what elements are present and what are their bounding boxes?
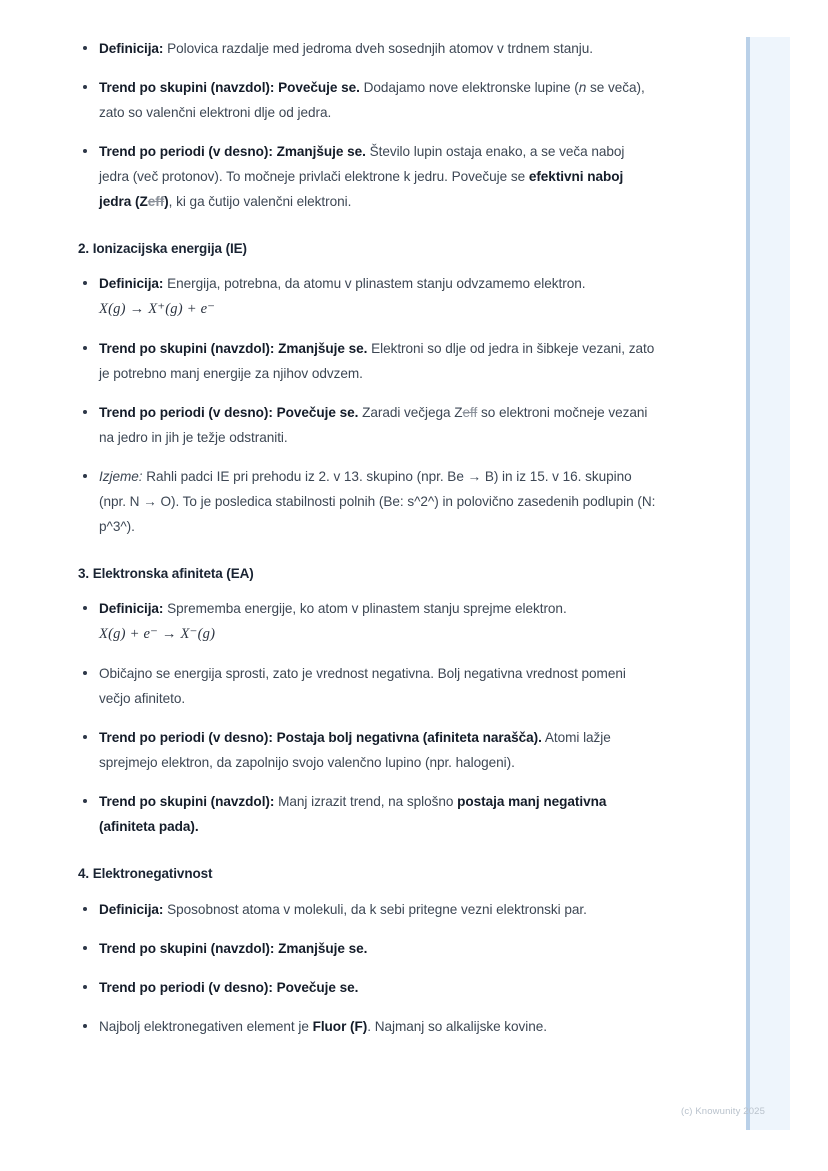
bullet-body-text: Sprememba energije, ko atom v plinastem stanju sprejme elektron. xyxy=(163,601,567,617)
bold-term-close-paren: ) xyxy=(164,194,169,209)
list-item xyxy=(78,36,658,61)
list-item xyxy=(78,789,658,839)
bullet-body-text-a: Dodajamo nove elektronske lupine ( xyxy=(359,80,579,95)
copyright-watermark: (c) Knowunity 2025 xyxy=(681,1106,766,1117)
list-item xyxy=(78,139,658,214)
list-item xyxy=(78,336,658,386)
bullet-lead-label: Definicija: xyxy=(99,601,164,617)
bullet-body-text: Sposobnost atoma v molekuli, da k sebi pritegne vezni elektronski par. xyxy=(163,901,587,917)
section-heading-elektronska-afiniteta: 3. Elektronska afiniteta (EA) xyxy=(78,566,254,582)
list-item xyxy=(78,725,658,775)
side-panel xyxy=(750,37,790,1130)
bullet-body-text-b: . Najmanj so alkalijske kovine. xyxy=(367,1018,548,1034)
bullet-lead-label: Trend po skupini (navzdol): Zmanjšuje se. xyxy=(99,341,368,357)
bullet-body-text: Atomi lažje sprejmejo elektron, da zapolnijo svojo valenčno lupino (npr. halogeni). xyxy=(99,730,611,771)
document-content xyxy=(78,36,658,1039)
bold-term-zeff: efektivni naboj jedra (Z xyxy=(99,169,624,209)
bold-term-fluor: Fluor (F) xyxy=(312,1018,368,1034)
bullet-body-text-a: Število lupin ostaja enako, a se veča naboj jedra (več protonov). To močneje privlači elektrone k jedru. Povečuje se xyxy=(99,144,625,184)
bullet-lead-label: Definicija: xyxy=(99,41,164,56)
bullet-body-text-a: Najbolj elektronegativen element je xyxy=(99,1018,313,1034)
bullet-list-elektronska-afiniteta xyxy=(78,596,658,839)
bullet-body-text: Elektroni so dlje od jedra in šibkeje vezani, zato je potrebno manj energije za njihov odvzem. xyxy=(99,341,655,382)
bullet-lead-label: Trend po skupini (navzdol): Zmanjšuje se. xyxy=(99,940,368,956)
section-heading-elektronegativnost: 4. Elektronegativnost xyxy=(78,866,213,882)
bullet-lead-label: Trend po periodi (v desno): Zmanjšuje se. xyxy=(99,144,366,159)
math-equation-ionization: X(g) → X⁺(g) + e⁻ xyxy=(99,301,216,318)
bullet-lead-label: Definicija: xyxy=(99,901,164,917)
list-item xyxy=(78,936,658,961)
list-item xyxy=(78,271,658,322)
math-equation-electron-affinity: X(g) + e⁻ → X⁻(g) xyxy=(99,626,216,643)
list-item xyxy=(78,897,658,922)
bullet-list-elektronegativnost xyxy=(78,897,658,1039)
bullet-lead-label: Trend po periodi (v desno): Povečuje se. xyxy=(99,979,359,995)
list-item xyxy=(78,661,658,711)
bullet-lead-label: Definicija: xyxy=(99,276,164,292)
italic-variable-n: n xyxy=(578,80,587,95)
list-item xyxy=(78,975,658,1000)
list-item xyxy=(78,596,658,647)
bullet-body-text-b: se veča), zato so valenčni elektroni dlje od jedra. xyxy=(99,80,645,120)
bullet-body-text: Običajno se energija sprosti, zato je vrednost negativna. Bolj negativna vrednost pomeni večjo afiniteto. xyxy=(99,666,626,707)
bullet-list-ionizacijska-energija xyxy=(78,271,658,539)
zeff-subscript: eff xyxy=(462,405,478,421)
bullet-lead-label-italic: Izjeme: xyxy=(99,469,143,485)
bold-emphasis: postaja manj negativna (afiniteta pada). xyxy=(99,794,607,835)
bullet-lead-label: Trend po periodi (v desno): Povečuje se. xyxy=(99,405,359,421)
bullet-body-text: Energija, potrebna, da atomu v plinastem stanju odvzamemo elektron. xyxy=(163,276,586,292)
list-item xyxy=(78,1014,658,1039)
bullet-body-text: Rahli padci IE pri prehodu iz 2. v 13. skupino (npr. Be → B) in iz 15. v 16. skupino (npr. N → O). To je posledica stabilnosti polnih (Be: s^2^) in polovično zasedenih podlupin (N: p^3^). xyxy=(99,469,656,535)
list-item xyxy=(78,75,658,125)
bullet-lead-label: Trend po periodi (v desno): Postaja bolj negativna (afiniteta narašča). xyxy=(99,730,542,746)
bullet-body-text-c: , ki ga čutijo valenčni elektroni. xyxy=(168,194,352,209)
bullet-body-text-a: Zaradi večjega Z xyxy=(358,405,463,421)
section-heading-ionizacijska-energija: 2. Ionizacijska energija (IE) xyxy=(78,241,247,256)
bullet-body-text: Polovica razdalje med jedroma dveh sosednjih atomov v trdnem stanju. xyxy=(163,41,593,56)
zeff-subscript: eff xyxy=(147,194,165,209)
bullet-lead-label: Trend po skupini (navzdol): xyxy=(99,794,275,810)
bullet-lead-label: Trend po skupini (navzdol): Povečuje se. xyxy=(99,80,360,95)
bullet-list-atomski-radij xyxy=(78,36,658,214)
list-item xyxy=(78,400,658,450)
bullet-body-text-b: so elektroni močneje vezani na jedro in jih je težje odstraniti. xyxy=(99,405,648,446)
list-item xyxy=(78,464,658,539)
bullet-body-text-a: Manj izrazit trend, na splošno xyxy=(274,794,458,810)
